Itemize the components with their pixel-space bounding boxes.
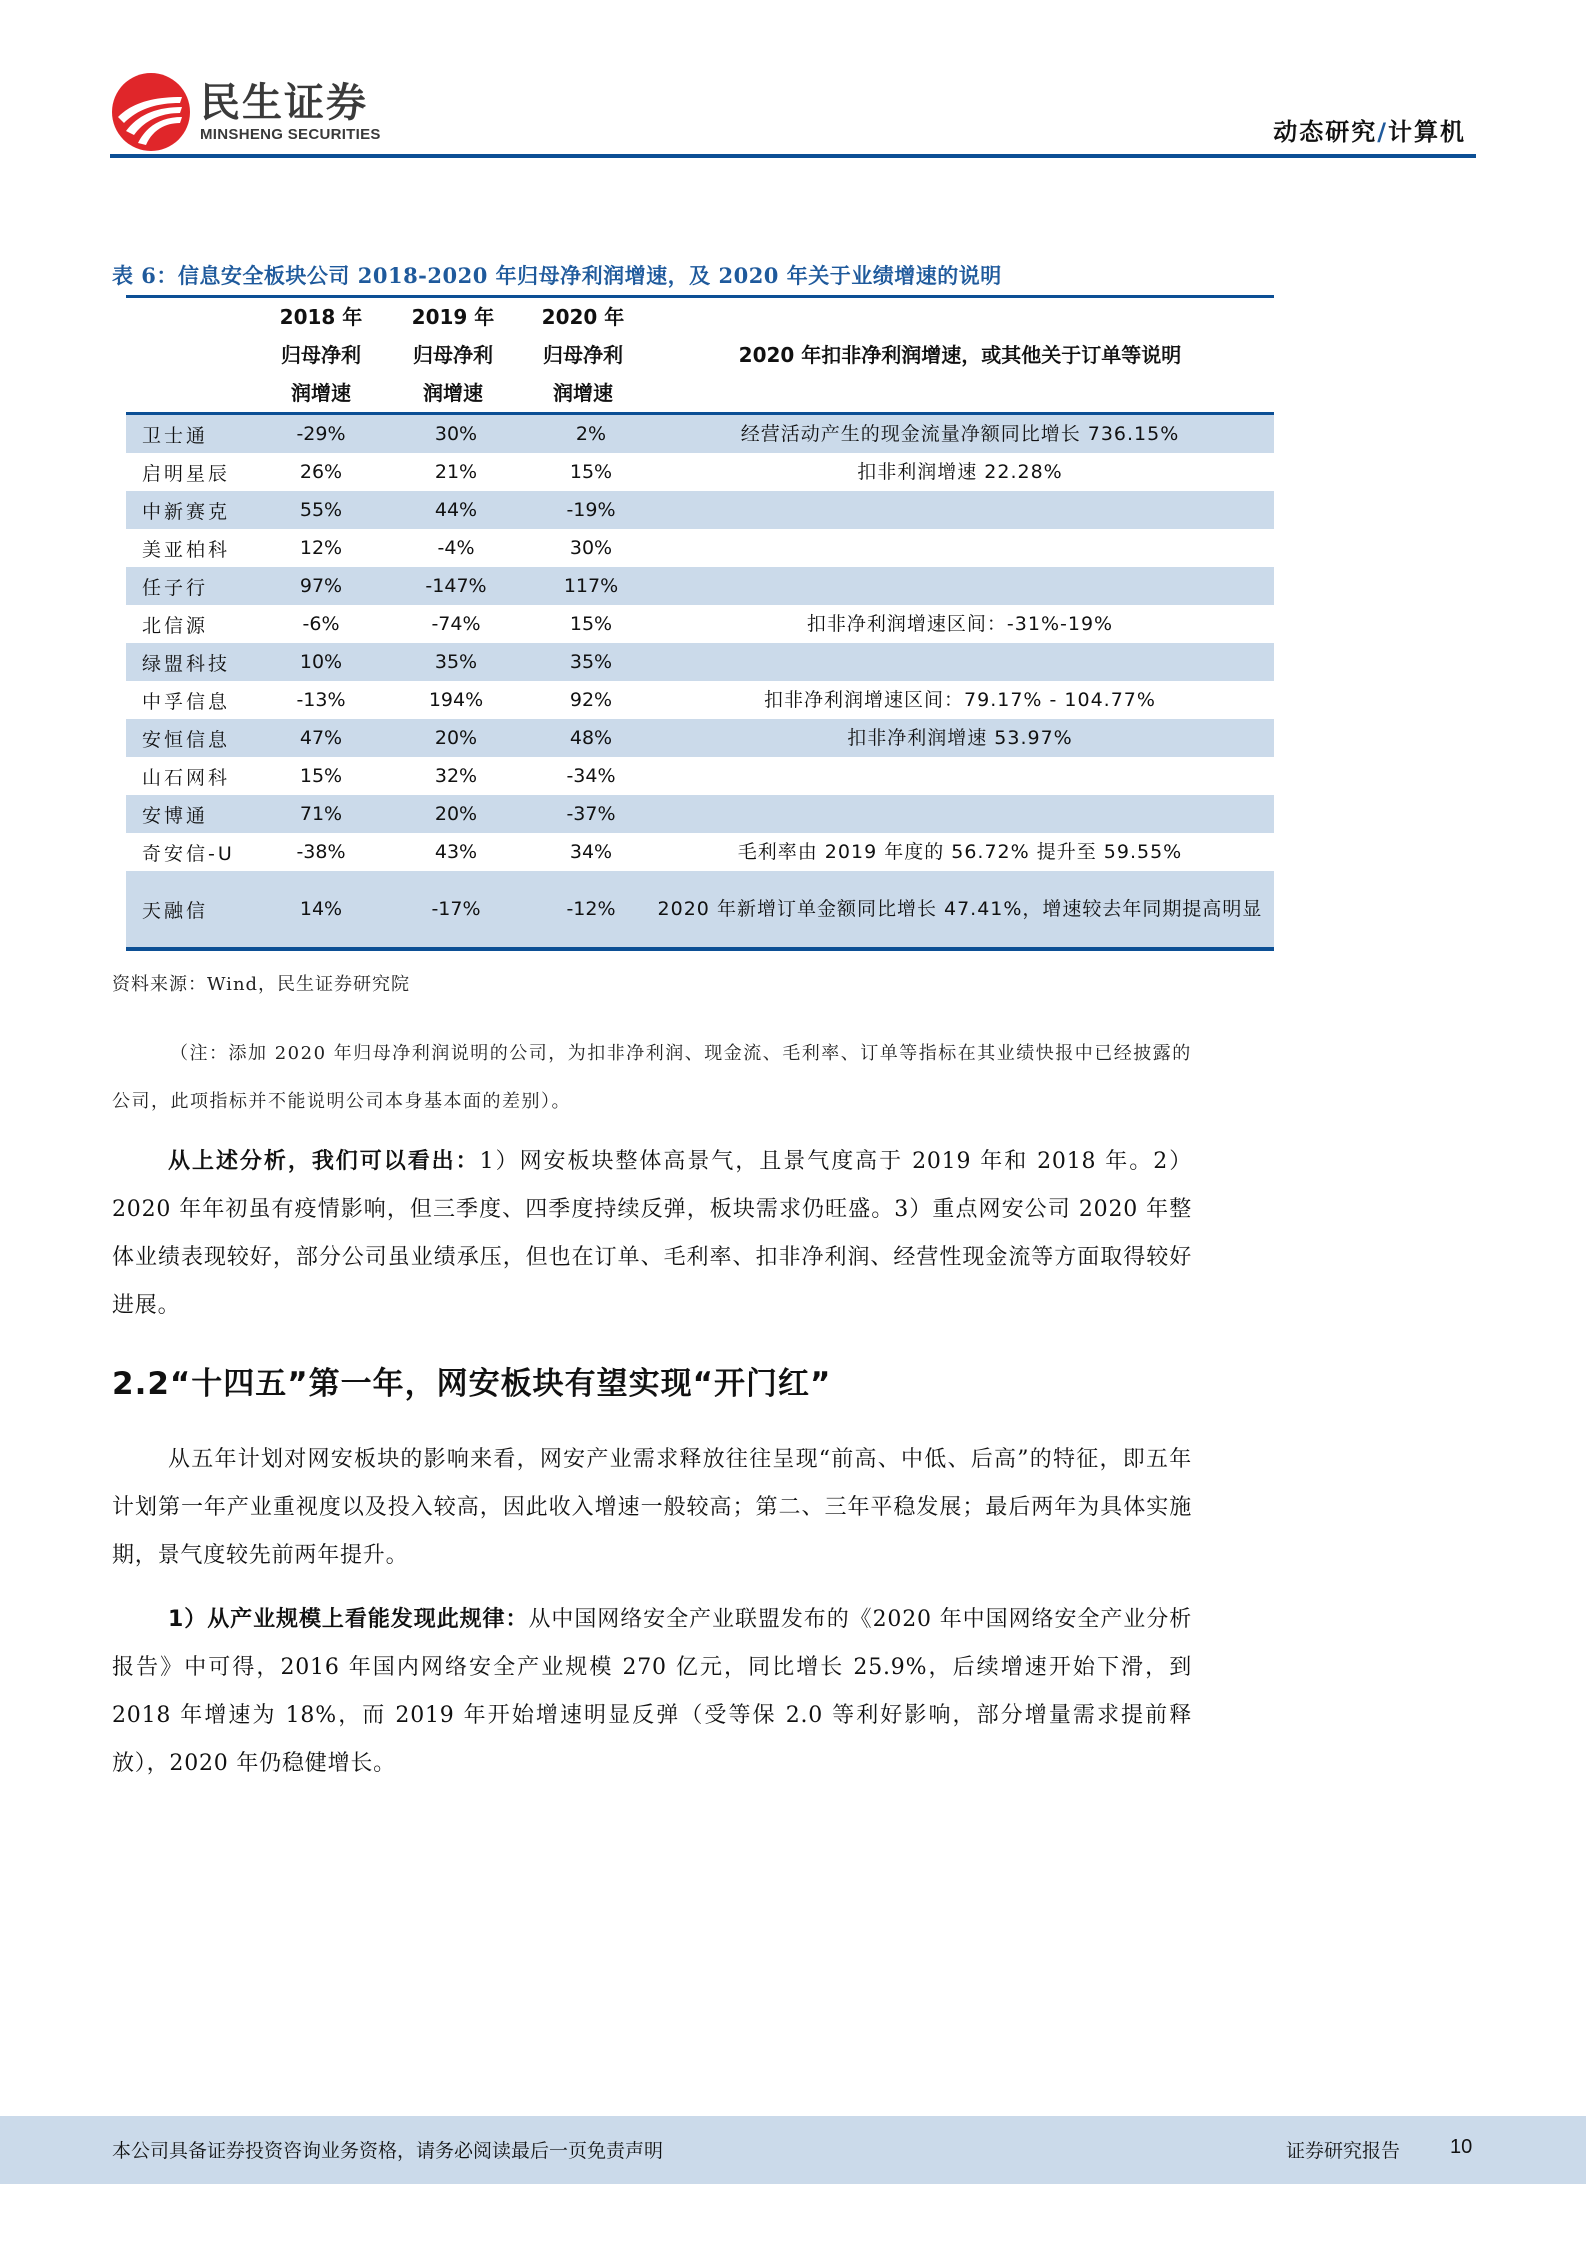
- report-category: [1273, 112, 1466, 147]
- section-heading: 2.2“十四五”第一年，网安板块有望实现“开门红”: [112, 1366, 832, 1402]
- header-line: 2020 年: [541, 305, 625, 329]
- growth-2018: 15%: [299, 765, 343, 787]
- header-line: 2019 年: [411, 305, 495, 329]
- industry-scale-lead: 1）从产业规模上看能发现此规律：: [168, 1607, 529, 1632]
- table-header: [126, 298, 1274, 412]
- growth-2018: 14%: [299, 898, 343, 920]
- growth-2018: 47%: [299, 727, 343, 749]
- growth-table: [126, 298, 1274, 951]
- logo-emblem-icon: [112, 73, 190, 151]
- analysis-lead: 从上述分析，我们可以看出：: [168, 1149, 480, 1174]
- company-name: 北信源: [142, 614, 209, 637]
- industry-scale-text: 从中国网络安全产业联盟发布的《2020 年中国网络安全产业分析报告》中可得，2016 年国内网络安全产业规模 270 亿元，同比增长 25.9%，后续增速开始下滑，到 2018 年增速为 18%，而 2019 年开始增速明显反弹（受等保 2.0 等利好影响，部分增量需求提前释放），2020 年仍稳健增长。: [112, 1607, 1192, 1776]
- disclaimer-notice: 本公司具备证券投资咨询业务资格，请务必阅读最后一页免责声明: [112, 2140, 664, 2162]
- growth-2020: 35%: [569, 651, 613, 673]
- analysis-paragraph: [112, 1138, 1192, 1330]
- page-header: [0, 0, 1586, 160]
- growth-2018: -13%: [296, 689, 346, 711]
- company-name: 绿盟科技: [142, 652, 231, 675]
- logo-english-name: MINSHENG SECURITIES: [200, 126, 381, 143]
- growth-2019: -17%: [431, 898, 481, 920]
- growth-2018: 26%: [299, 461, 343, 483]
- column-header-2020: [528, 298, 638, 412]
- report-type: 证券研究报告: [1286, 2140, 1401, 2162]
- growth-2019: 32%: [434, 765, 478, 787]
- category-separator: /: [1377, 118, 1388, 146]
- category-right: 计算机: [1388, 118, 1466, 146]
- table-row: [126, 567, 1274, 605]
- growth-2020: 117%: [563, 575, 619, 597]
- table-row: [126, 833, 1274, 871]
- table-row: [126, 643, 1274, 681]
- header-divider: [110, 154, 1476, 158]
- table-row: [126, 681, 1274, 719]
- table-bottom-divider: [126, 947, 1274, 951]
- company-name: 山石网科: [142, 766, 231, 789]
- table-row: [126, 795, 1274, 833]
- table-caption: 表 6：信息安全板块公司 2018-2020 年归母净利润增速，及 2020 年关于业绩增速的说明: [112, 263, 1002, 288]
- company-name: 启明星辰: [142, 462, 231, 485]
- growth-2018: -38%: [296, 841, 346, 863]
- table-row: [126, 719, 1274, 757]
- company-name: 安博通: [142, 804, 209, 827]
- growth-2020: 34%: [569, 841, 613, 863]
- table-row: [126, 453, 1274, 491]
- growth-2020: -34%: [566, 765, 616, 787]
- logo-chinese-name: 民生证券: [200, 80, 368, 126]
- growth-note: 2020 年新增订单金额同比增长 47.41%，增速较去年同期提高明显: [657, 898, 1263, 920]
- growth-2020: 92%: [569, 689, 613, 711]
- analysis-text: 1）网安板块整体高景气，且景气度高于 2019 年和 2018 年。2）2020 年年初虽有疫情影响，但三季度、四季度持续反弹，板块需求仍旺盛。3）重点网安公司 2020 年整体业绩表现较好，部分公司虽业绩承压，但也在订单、毛利率、扣非净利润、经营性现金流等方面取得较好进展。: [112, 1149, 1192, 1318]
- growth-2019: 20%: [434, 727, 478, 749]
- growth-2018: -29%: [296, 423, 346, 445]
- growth-2018: -6%: [302, 613, 340, 635]
- table-footnote: （注：添加 2020 年归母净利润说明的公司，为扣非净利润、现金流、毛利率、订单等指标在其业绩快报中已经披露的公司，此项指标并不能说明公司本身基本面的差别）。: [112, 1043, 1192, 1112]
- table-row: [126, 605, 1274, 643]
- growth-2019: 194%: [428, 689, 484, 711]
- header-line: 归母净利: [281, 343, 361, 367]
- growth-2019: 30%: [434, 423, 478, 445]
- growth-note: 扣非净利润增速 53.97%: [847, 727, 1073, 749]
- growth-2018: 55%: [299, 499, 343, 521]
- industry-scale-paragraph: [112, 1596, 1192, 1788]
- header-line: 归母净利: [543, 343, 623, 367]
- column-header-2018: [266, 298, 376, 412]
- growth-2020: -37%: [566, 803, 616, 825]
- growth-note: 经营活动产生的现金流量净额同比增长 736.15%: [740, 423, 1180, 445]
- table-row: [126, 491, 1274, 529]
- growth-2020: 15%: [569, 461, 613, 483]
- growth-2019: -74%: [431, 613, 481, 635]
- company-name: 中孚信息: [142, 690, 231, 713]
- company-name: 奇安信-U: [142, 842, 235, 865]
- header-line: 润增速: [423, 381, 483, 405]
- header-line: 润增速: [291, 381, 351, 405]
- company-name: 卫士通: [142, 424, 209, 447]
- growth-2020: 30%: [569, 537, 613, 559]
- growth-2018: 10%: [299, 651, 343, 673]
- header-line: 2018 年: [279, 305, 363, 329]
- company-name: 任子行: [142, 576, 209, 599]
- growth-note: 扣非净利润增速区间：-31%-19%: [806, 613, 1114, 635]
- growth-2019: -147%: [425, 575, 487, 597]
- company-name: 中新赛克: [142, 500, 231, 523]
- growth-2019: 35%: [434, 651, 478, 673]
- growth-note: 毛利率由 2019 年度的 56.72% 提升至 59.55%: [737, 841, 1183, 863]
- company-logo: [112, 72, 381, 152]
- company-name: 美亚柏科: [142, 538, 231, 561]
- company-name: 天融信: [142, 899, 209, 922]
- growth-2020: 2%: [575, 423, 607, 445]
- header-line: 润增速: [553, 381, 613, 405]
- table-row: [126, 757, 1274, 795]
- column-header-notes: 2020 年扣非净利润增速，或其他关于订单等说明: [738, 343, 1182, 367]
- five-year-plan-paragraph: 从五年计划对网安板块的影响来看，网安产业需求释放往往呈现“前高、中低、后高”的特征，即五年计划第一年产业重视度以及投入较高，因此收入增速一般较高；第二、三年平稳发展；最后两年为具体实施期，景气度较先前两年提升。: [112, 1447, 1192, 1568]
- growth-2019: 20%: [434, 803, 478, 825]
- growth-2018: 97%: [299, 575, 343, 597]
- category-left: 动态研究: [1273, 118, 1378, 146]
- page-footer: [0, 2116, 1586, 2184]
- growth-2019: 44%: [434, 499, 478, 521]
- growth-2019: -4%: [437, 537, 475, 559]
- growth-2019: 43%: [434, 841, 478, 863]
- header-line: 归母净利: [413, 343, 493, 367]
- growth-2018: 12%: [299, 537, 343, 559]
- table-row: [126, 871, 1274, 947]
- growth-note: 扣非利润增速 22.28%: [857, 461, 1063, 483]
- table-source: 资料来源：Wind，民生证券研究院: [112, 974, 411, 995]
- growth-2020: 48%: [569, 727, 613, 749]
- growth-2020: -19%: [566, 499, 616, 521]
- growth-2018: 71%: [299, 803, 343, 825]
- table-row: [126, 529, 1274, 567]
- growth-2020: 15%: [569, 613, 613, 635]
- page-number: 10: [1450, 2136, 1473, 2158]
- growth-note: 扣非净利润增速区间：79.17% - 104.77%: [764, 689, 1156, 711]
- table-row: [126, 415, 1274, 453]
- growth-2020: -12%: [566, 898, 616, 920]
- column-header-2019: [398, 298, 508, 412]
- company-name: 安恒信息: [142, 728, 231, 751]
- growth-2019: 21%: [434, 461, 478, 483]
